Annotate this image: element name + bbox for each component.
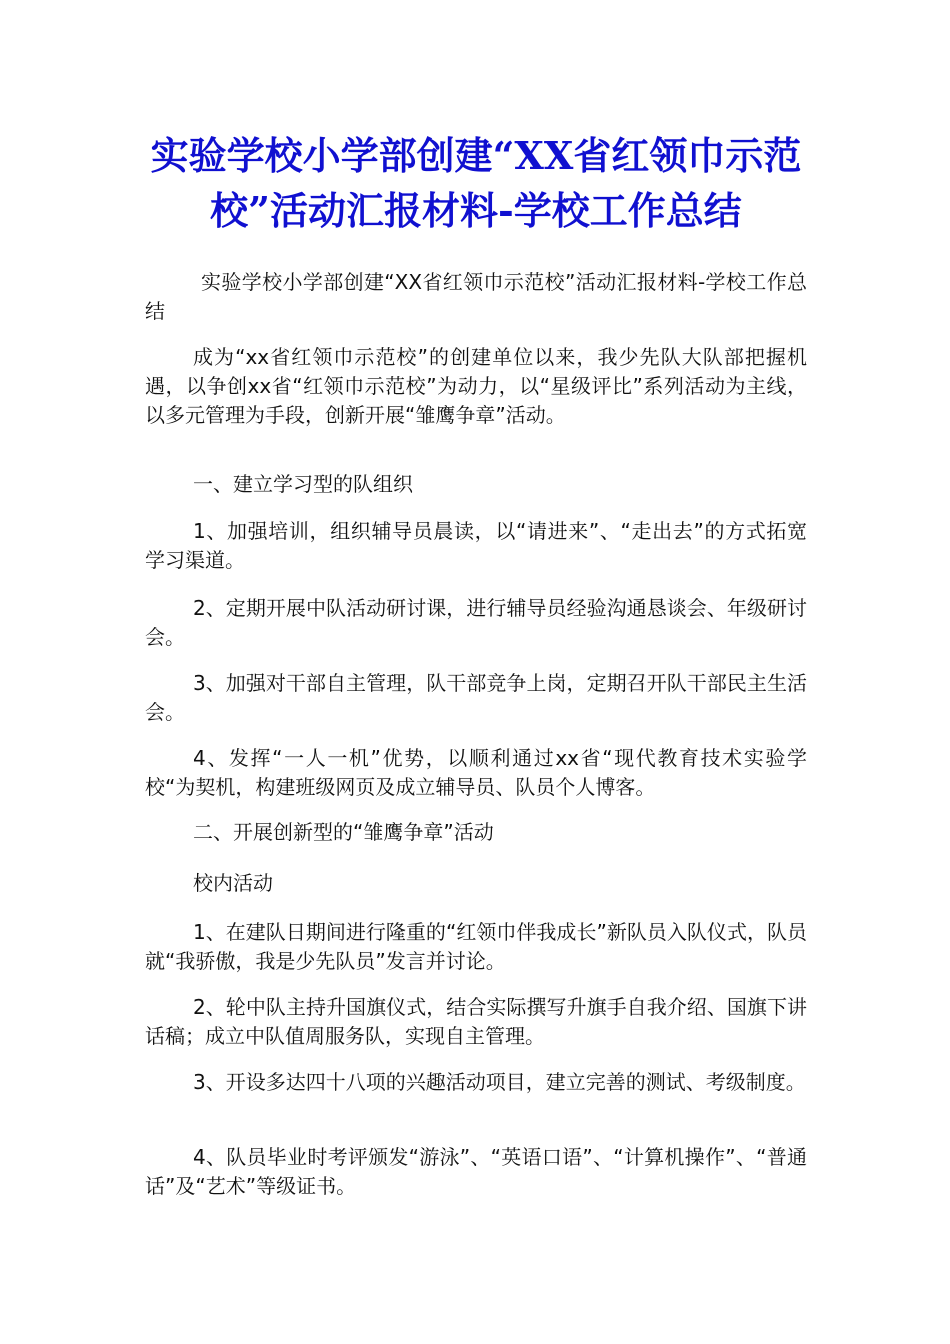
paragraph-item-2-3: 3、开设多达四十八项的兴趣活动项目，建立完善的测试、考级制度。 bbox=[193, 1070, 806, 1094]
paragraph-item-2-4: 4、队员毕业时考评颁发“游泳”、“英语口语”、“计算机操作”、“普通话”及“艺术”等级证书。 bbox=[145, 1145, 807, 1198]
paragraph-item-2-2: 2、轮中队主持升国旗仪式，结合实际撰写升旗手自我介绍、国旗下讲话稿；成立中队值周服务队，实现自主管理。 bbox=[145, 995, 807, 1048]
subsection-heading: 校内活动 bbox=[193, 871, 273, 895]
section-heading-2: 二、开展创新型的“雏鹰争章”活动 bbox=[193, 820, 494, 844]
paragraph-item-2-1: 1、在建队日期间进行隆重的“红领巾伴我成长”新队员入队仪式，队员就“我骄傲，我是少先队员”发言并讨论。 bbox=[145, 920, 807, 973]
paragraph-item-1-3: 3、加强对干部自主管理，队干部竞争上岗，定期召开队干部民主生活会。 bbox=[145, 671, 807, 724]
document-title: 实验学校小学部创建“XX省红领巾示范校”活动汇报材料-学校工作总结 bbox=[150, 133, 802, 233]
section-heading-1: 一、建立学习型的队组织 bbox=[193, 472, 413, 496]
paragraph-item-1-1: 1、加强培训，组织辅导员晨读，以“请进来”、“走出去”的方式拓宽学习渠道。 bbox=[145, 519, 807, 572]
paragraph-item-1-4: 4、发挥“一人一机”优势，以顺利通过xx省“现代教育技术实验学校“为契机，构建班级网页及成立辅导员、队员个人博客。 bbox=[145, 746, 807, 799]
paragraph-item-1-2: 2、定期开展中队活动研讨课，进行辅导员经验沟通恳谈会、年级研讨会。 bbox=[145, 596, 807, 649]
intro-paragraph: 实验学校小学部创建“XX省红领巾示范校”活动汇报材料-学校工作总结 bbox=[145, 270, 807, 323]
paragraph-overview: 成为“xx省红领巾示范校”的创建单位以来，我少先队大队部把握机遇，以争创xx省“红领巾示范校”为动力，以“星级评比”系列活动为主线，以多元管理为手段，创新开展“雏鹰争章”活动。 bbox=[145, 345, 807, 427]
